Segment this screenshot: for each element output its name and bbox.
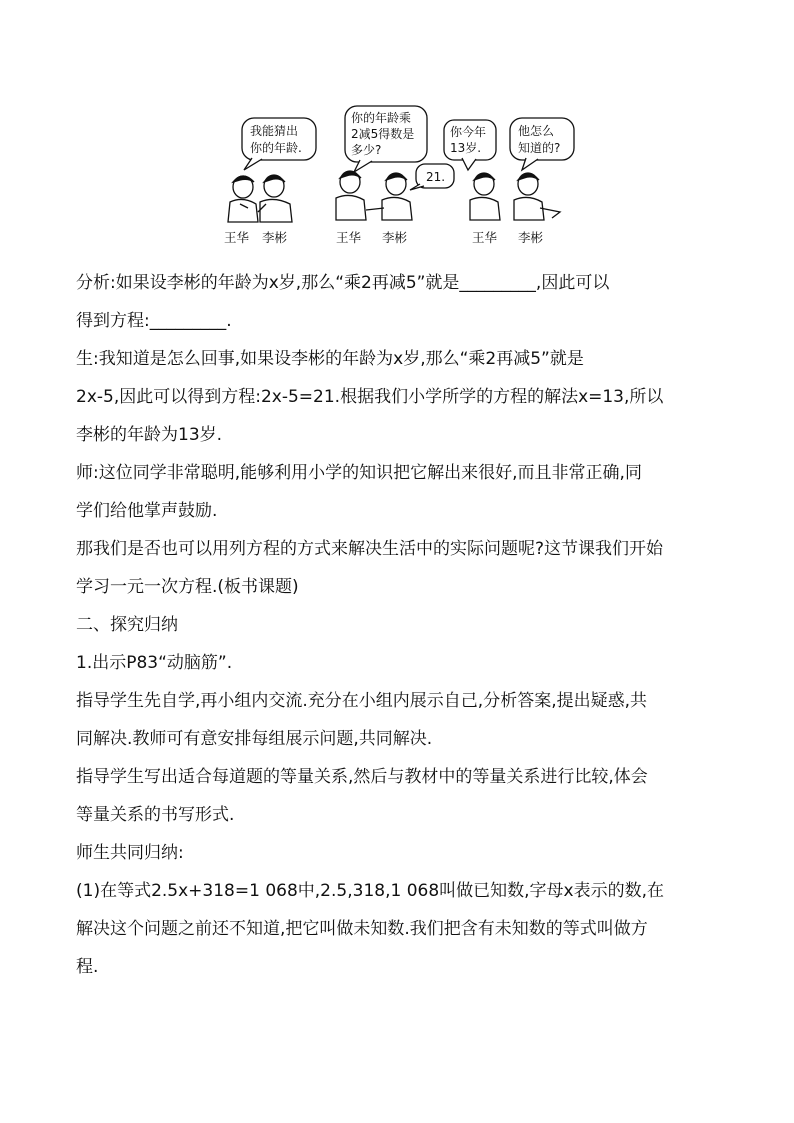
text-line: 学们给他掌声鼓励. xyxy=(76,501,218,521)
text-line: 等量关系的书写形式. xyxy=(76,805,235,825)
bubble-line: 2减5得数是 xyxy=(351,127,415,141)
scene-1 xyxy=(224,118,316,245)
text-line: 1.出示P83“动脑筋”. xyxy=(76,653,233,673)
boy-figure xyxy=(470,173,500,220)
bubble-line: 你今年 xyxy=(450,125,487,139)
text-line: 同解决.教师可有意安排每组展示问题,共同解决. xyxy=(76,729,433,749)
character-name: 王华 xyxy=(224,230,250,245)
boy-figure xyxy=(336,171,366,220)
character-name: 李彬 xyxy=(518,230,544,245)
boy-figure xyxy=(228,176,258,222)
scene-3 xyxy=(444,118,574,245)
text-line: 指导学生先自学,再小组内交流.充分在小组内展示自己,分析答案,提出疑惑,共 xyxy=(76,691,648,711)
comic-illustration xyxy=(200,100,590,250)
bubble-line: 你的年龄. xyxy=(250,141,302,155)
scene-2 xyxy=(336,106,454,245)
bubble-line: 我能猜出 xyxy=(250,124,299,138)
bubble-line: 知道的? xyxy=(518,141,561,155)
text-line: 师生共同归纳: xyxy=(76,843,184,863)
text-line: 那我们是否也可以用列方程的方式来解决生活中的实际问题呢?这节课我们开始 xyxy=(76,539,664,559)
text-line: 生:我知道是怎么回事,如果设李彬的年龄为x岁,那么“乘2再减5”就是 xyxy=(76,349,584,369)
character-name: 王华 xyxy=(472,230,498,245)
text-line: 2x-5,因此可以得到方程:2x-5=21.根据我们小学所学的方程的解法x=13,所以 xyxy=(76,387,664,407)
lesson-text xyxy=(76,264,726,986)
character-name: 王华 xyxy=(336,230,362,245)
boy-figure xyxy=(258,175,292,222)
text-line: 李彬的年龄为13岁. xyxy=(76,425,223,445)
bubble-tail xyxy=(244,158,262,170)
bubble-tail xyxy=(462,158,476,170)
section-heading: 二、探究归纳 xyxy=(76,615,178,635)
text-line: 解决这个问题之前还不知道,把它叫做未知数.我们把含有未知数的等式叫做方 xyxy=(76,919,648,939)
text-line: (1)在等式2.5x+318=1 068中,2.5,318,1 068叫做已知数,字母x表示的数,在 xyxy=(76,881,665,901)
character-name: 李彬 xyxy=(382,230,408,245)
bubble-line: 21. xyxy=(426,170,446,184)
text-line: 程. xyxy=(76,957,99,977)
boy-figure xyxy=(366,173,412,220)
character-name: 李彬 xyxy=(262,230,288,245)
boy-figure xyxy=(514,173,560,220)
bubble-line: 你的年龄乘 xyxy=(351,111,412,125)
bubble-line: 他怎么 xyxy=(518,124,555,138)
bubble-line: 多少? xyxy=(351,143,382,157)
text-line: 学习一元一次方程.(板书课题) xyxy=(76,577,299,597)
text-line: 得到方程:_________. xyxy=(76,311,232,331)
bubble-line: 13岁. xyxy=(450,141,482,155)
text-line: 分析:如果设李彬的年龄为x岁,那么“乘2再减5”就是_________,因此可以 xyxy=(76,273,610,293)
text-line: 指导学生写出适合每道题的等量关系,然后与教材中的等量关系进行比较,体会 xyxy=(76,767,648,787)
text-line: 师:这位同学非常聪明,能够利用小学的知识把它解出来很好,而且非常正确,同 xyxy=(76,463,642,483)
comic-svg xyxy=(200,100,590,250)
